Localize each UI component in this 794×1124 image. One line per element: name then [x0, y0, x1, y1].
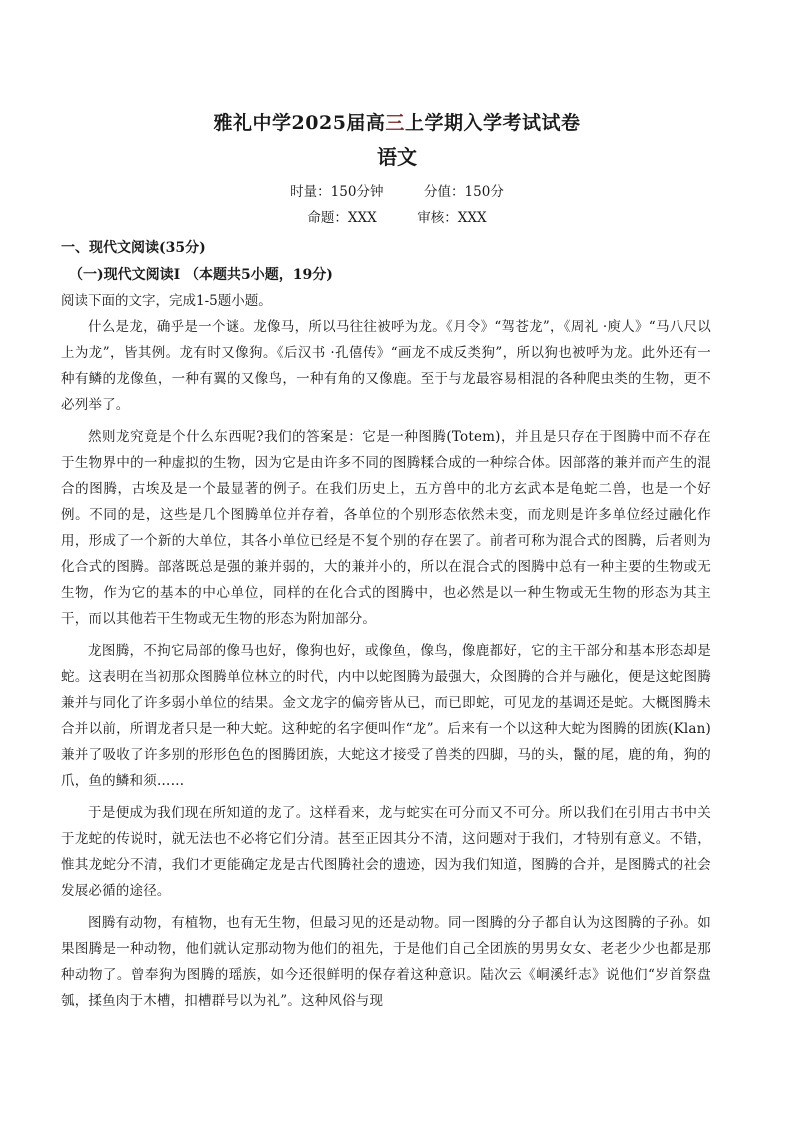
exam-meta — [83, 179, 711, 231]
section-heading: 一、现代文阅读(35分) — [61, 240, 206, 256]
time-label: 时量：150分钟 — [290, 184, 384, 200]
passage-paragraph-4: 于是便成为我们现在所知道的龙了。这样看来，龙与蛇实在可分而又不可分。所以我们在引用古书中关于龙蛇的传说时，就无法也不必将它们分清。甚至正因其分不清，这问题对于我们，才特别有意义。不错，惟其龙蛇分不清，我们才更能确定龙是古代图腾社会的遗迹，因为我们知道，图腾的合并，是图腾式的社会发展必循的途径。 — [61, 805, 711, 899]
subsection-heading: （一)现代文阅读I （本题共5小题，19分) — [69, 267, 333, 283]
passage-paragraph-3: 龙图腾，不拘它局部的像马也好，像狗也好，或像鱼，像鸟，像鹿都好，它的主干部分和基本形态却是蛇。这表明在当初那众图腾单位林立的时代，内中以蛇图腾为最强大，众图腾的合并与融化，便是这蛇图腾兼并与同化了许多弱小单位的结果。金文龙字的偏旁皆从已，而已即蛇，可见龙的基调还是蛇。大概图腾未合并以前，所谓龙者只是一种大蛇。这种蛇的名字便叫作“龙”。后来有一个以这种大蛇为图腾的团族(Klan) 兼并了吸收了许多别的形形色色的图腾团族，大蛇这才接受了兽类的四脚，马的头，鬣的尾，鹿的角，狗的爪，鱼的鳞和须…… — [61, 643, 711, 789]
exam-title-accent: 三 — [385, 112, 405, 134]
passage-paragraph-1: 什么是龙，确乎是一个谜。龙像马，所以马往往被呼为龙。《月令》“驾苍龙”，《周礼 ·庾人》“马八尺以上为龙”，皆其例。龙有时又像狗。《后汉书 ·孔僖传》“画龙不成反类狗”，所以狗也被呼为龙。此外还有一种有鳞的龙像鱼，一种有翼的又像鸟，一种有角的又像鹿。至于与龙最容易相混的各种爬虫类的生物，更不必列举了。 — [61, 319, 711, 413]
exam-title — [83, 108, 711, 135]
exam-title-part1: 雅礼中学2025届高 — [213, 112, 386, 134]
reviewer-label: 审核：XXX — [417, 210, 487, 226]
exam-title-part2: 上学期入学考试试卷 — [404, 112, 581, 134]
passage-paragraph-2: 然则龙究竟是个什么东西呢?我们的答案是：它是一种图腾(Totem)，并且是只存在于图腾中而不存在于生物界中的一种虚拟的生物，因为它是由许多不同的图腾糅合成的一种综合体。因部落的兼并而产生的混合的图腾，古埃及是一个最显著的例子。在我们历史上，五方兽中的北方玄武本是龟蛇二兽，也是一个好例。不同的是，这些是几个图腾单位并存着，各单位的个别形态依然未变，而龙则是许多单位经过融化作用，形成了一个新的大单位，其各小单位已经是不复个别的存在罢了。前者可称为混合式的图腾，后者则为化合式的图腾。部落既总是强的兼并弱的，大的兼并小的，所以在混合式的图腾中总有一种主要的生物或无生物，作为它的基本的中心单位，同样的在化合式的图腾中，也必然是以一种生物或无生物的形态为其主干，而以其他若干生物或无生物的形态为附加部分。 — [61, 429, 711, 627]
score-label: 分值：150分 — [424, 184, 504, 200]
setter-label: 命题：XXX — [307, 210, 377, 226]
passage-paragraph-5: 图腾有动物，有植物，也有无生物，但最习见的还是动物。同一图腾的分子都自认为这图腾的子孙。如果图腾是一种动物，他们就认定那动物为他们的祖先，于是他们自己全团族的男男女女、老老少少也都是那种动物了。曾奉狗为图腾的瑶族，如今还很鲜明的保存着这种意识。陆次云《峒溪纤志》说他们“岁首祭盘瓠，揉鱼肉于木槽，扣槽群号以为礼”。这种风俗与现 — [61, 915, 711, 1009]
exam-subject: 语文 — [377, 145, 417, 169]
reading-instruction: 阅读下面的文字，完成1-5题小题。 — [61, 293, 272, 309]
